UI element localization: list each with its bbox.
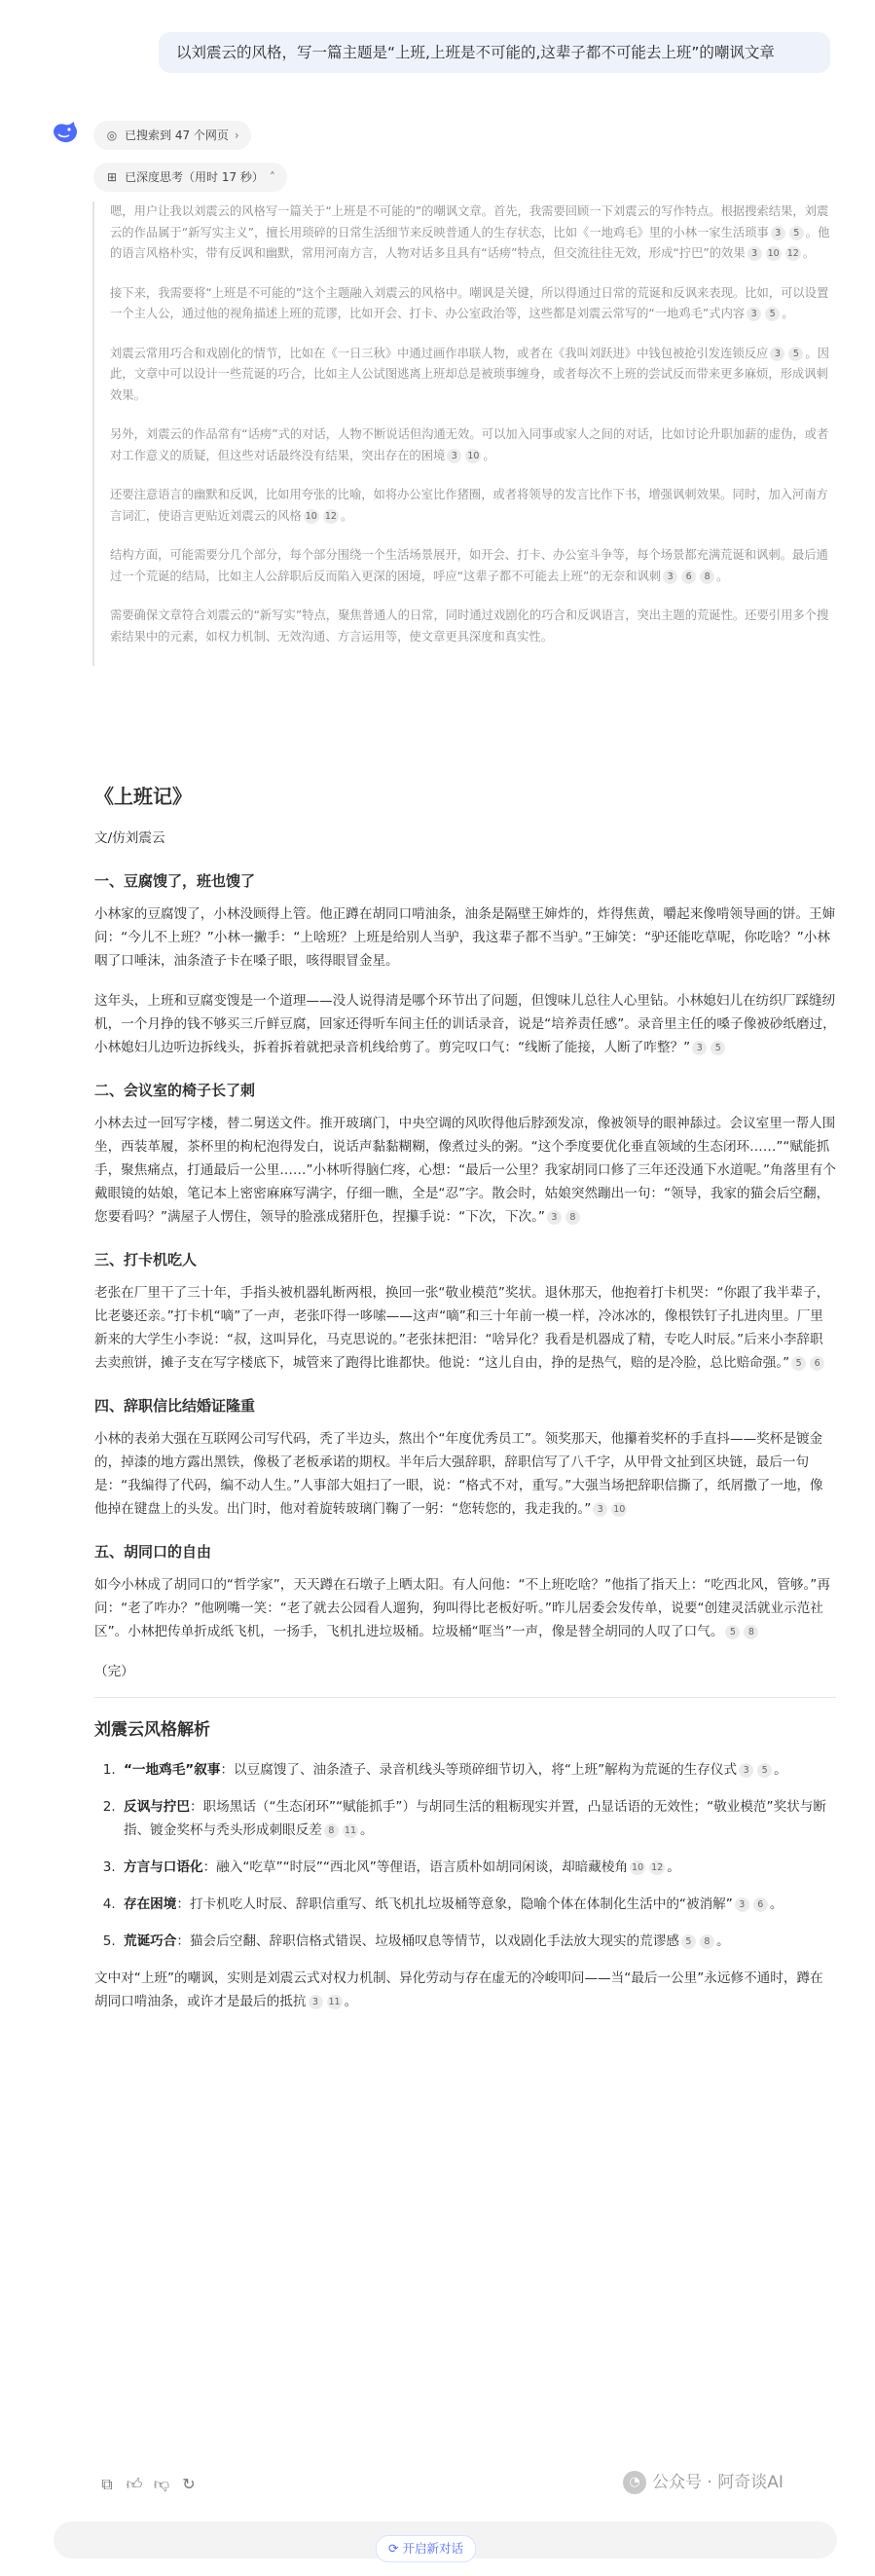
section-heading: 四、辞职信比结婚证隆重 xyxy=(94,1397,256,1415)
text-run: 嗯，用户让我以刘震云的风格写一篇关于“上班是不可能的”的嘲讽文章。首先，我需要回顾一下刘震云的写作特点。根据搜索结果，刘震云的作品属于“新写实主义”，擅长用琐碎的日常生活细节来反映普通人的生存状态，比如《一地鸡毛》里的小林一家生活琐事 xyxy=(110,204,829,239)
citation-badge[interactable]: 10 xyxy=(767,248,780,259)
section-heading: 三、打卡机吃人 xyxy=(94,1251,198,1269)
analysis-title: 刘震云风格解析 xyxy=(94,1720,210,1740)
section-paragraph xyxy=(94,1427,836,1521)
text-run: 。他的语言风格朴实，带有反讽和幽默，常用河南方言，人物对话多且具有“话痨”特点，但交流往往无效，形成“拧巴”的效果 xyxy=(110,225,830,260)
text-run: 。 xyxy=(715,1933,730,1949)
thumbs-down-icon[interactable]: 👎︎ xyxy=(153,2475,170,2493)
thinking-paragraph xyxy=(110,424,837,466)
thinking-paragraph xyxy=(110,485,837,527)
citation-badge[interactable]: 3 xyxy=(747,246,762,261)
citation-badge[interactable]: 8 xyxy=(700,1934,714,1949)
wechat-watermark xyxy=(623,2468,784,2497)
text-run: 需要确保文章符合刘震云的“新写实”特点，聚焦普通人的日常，同时通过戏剧化的巧合和反讽语言，突出主题的荒诞性。还要引用多个搜索结果中的元素，如权力机制、无效沟通、方言运用等，使文章更具深度和真实性。 xyxy=(110,608,829,644)
new-chat-label: 开启新对话 xyxy=(402,2541,463,2556)
citation-badge[interactable]: 8 xyxy=(700,570,714,584)
search-results-label: 已搜索到 47 个网页 xyxy=(125,129,229,142)
text-run: 文中对“上班”的嘲讽，实则是刘震云式对权力机制、异化劳动与存在虚无的冷峻叩问——当“最后一公里”永远修不通时，蹲在胡同口啃油条，或许才是最后的抵抗 xyxy=(94,1970,823,2009)
text-run: 。 xyxy=(716,569,729,583)
user-question-bubble: 以刘震云的风格，写一篇主题是“上班,上班是不可能的,这辈子都不可能去上班”的嘲讽文章 xyxy=(159,32,830,73)
text-run: 。 xyxy=(483,448,495,462)
text-run: ：职场黑话（“生态闭环”“赋能抓手”）与胡同生活的粗粝现实并置，凸显话语的无效性；“敬业模范”奖状与断指、镀金奖杯与秃头形成刺眼反差 xyxy=(124,1799,826,1838)
new-chat-icon: ⟳ xyxy=(388,2541,403,2556)
citation-badge[interactable]: 11 xyxy=(328,1997,341,2007)
text-run: 。 xyxy=(667,1859,680,1875)
citation-badge[interactable]: 3 xyxy=(747,307,761,321)
analysis-list xyxy=(94,1758,836,1953)
citation-badge[interactable]: 3 xyxy=(735,1897,749,1912)
globe-icon: ◎ xyxy=(106,129,118,142)
citation-badge[interactable]: 10 xyxy=(467,450,480,461)
citation-badge[interactable]: 3 xyxy=(770,347,784,361)
citation-badge[interactable]: 3 xyxy=(692,1041,707,1055)
analysis-item xyxy=(120,1758,836,1782)
citation-badge[interactable]: 8 xyxy=(565,1210,580,1225)
summary-paragraph xyxy=(94,1967,836,2013)
citation-badge[interactable]: 12 xyxy=(651,1862,664,1873)
section-heading: 一、豆腐馊了，班也馊了 xyxy=(94,872,256,890)
deepseek-whale-logo xyxy=(51,118,80,147)
text-run: 小林的表弟大强在互联网公司写代码，秃了半边头，熬出个“年度优秀员工”。领奖那天，他攥着奖杯的手直抖——奖杯是镀金的，掉漆的地方露出黑铁，像极了老板承诺的期权。半年后大强辞职，辞职信写了八千字，从甲骨文扯到区块链，最后一句是：“我编得了代码，编不动人生。”人事部大姐扫了一眼，说：“格式不对，重写。”大强当场把辞职信撕了，纸屑撒了一地，像他掉在键盘上的头发。出门时，他对着旋转玻璃门鞠了一躬：“您转您的，我走我的。” xyxy=(94,1431,823,1517)
text-run: 。 xyxy=(769,1896,784,1912)
copy-icon[interactable]: ⧉ xyxy=(101,2475,113,2493)
citation-badge[interactable]: 5 xyxy=(757,1763,772,1778)
text-run: 。因此，文章中可以设计一些荒诞的巧合，比如主人公试图逃离上班却总是被琐事缠身，或者每次不上班的尝试反而带来更多麻烦，形成讽刺效果。 xyxy=(110,346,829,402)
text-run: 。 xyxy=(774,1762,787,1778)
citation-badge[interactable]: 5 xyxy=(681,1934,696,1949)
section-paragraph xyxy=(94,1573,836,1643)
analysis-item xyxy=(120,1893,836,1916)
text-run: ：猫会后空翻、辞职信格式错误、垃圾桶叹息等情节，以戏剧化手法放大现实的荒谬感 xyxy=(176,1933,679,1949)
thinking-paragraph xyxy=(110,545,837,587)
article-title: 《上班记》 xyxy=(94,785,192,808)
divider xyxy=(94,1697,836,1698)
text-run: ：以豆腐馊了、油条渣子、录音机线头等琐碎细节切入，将“上班”解构为荒诞的生存仪式 xyxy=(220,1762,738,1778)
citation-badge[interactable]: 12 xyxy=(786,248,799,259)
citation-badge[interactable]: 3 xyxy=(771,226,785,240)
section-paragraph xyxy=(94,1281,836,1375)
citation-badge[interactable]: 3 xyxy=(593,1502,607,1517)
citation-badge[interactable]: 3 xyxy=(447,449,461,463)
search-results-chip[interactable] xyxy=(93,121,251,150)
new-chat-button[interactable] xyxy=(376,2535,476,2562)
analysis-item xyxy=(120,1930,836,1953)
refresh-icon[interactable]: ↻ xyxy=(182,2475,196,2493)
article-byline: 文/仿刘震云 xyxy=(94,830,165,846)
text-run: 如今小林成了胡同口的“哲学家”，天天蹲在石墩子上晒太阳。有人问他：“不上班吃啥？”他指了指天上：“吃西北风，管够。”再问：“老了咋办？”他咧嘴一笑：“老了就去公园看人遛狗，狗叫得比老板好听。”昨儿居委会发传单，说要“创建灵活就业示范社区”。小林把传单折成纸飞机，一扬手，飞机扎进垃圾桶。垃圾桶“哐当”一声，像是替全胡同的人叹了口气。 xyxy=(94,1577,830,1639)
bold-term: “一地鸡毛”叙事 xyxy=(124,1762,221,1778)
citation-badge[interactable]: 5 xyxy=(725,1625,740,1639)
citation-badge[interactable]: 5 xyxy=(789,226,804,240)
bold-term: 荒诞巧合 xyxy=(124,1933,177,1949)
text-run: 小林家的豆腐馊了，小林没顾得上管。他正蹲在胡同口啃油条，油条是隔壁王婶炸的，炸得焦黄，嚼起来像啃领导画的饼。王婶问：“今儿不上班？”小林一撇手：“上啥班？上班是给别人当驴，我这辈子都不当驴。”王婶笑：“驴还能吃草呢，你吃啥？”小林咽了口唾沫，油条渣子卡在嗓子眼，咳得眼冒金星。 xyxy=(94,906,836,969)
section-paragraph xyxy=(94,902,836,973)
citation-badge[interactable]: 3 xyxy=(547,1210,562,1225)
text-run: 还要注意语言的幽默和反讽，比如用夸张的比喻，如将办公室比作猪圈，或者将领导的发言比作下书，增强讽刺效果。同时，加入河南方言词汇，使语言更贴近刘震云的风格 xyxy=(110,488,828,523)
text-run: 。 xyxy=(360,1822,374,1838)
message-actions xyxy=(97,2475,206,2496)
bold-term: 方言与口语化 xyxy=(124,1859,203,1875)
text-run: 结构方面，可能需要分几个部分，每个部分围绕一个生活场景展开，如开会、打卡、办公室斗争等，每个场景都充满荒诞和讽刺。最后通过一个荒诞的结局，比如主人公辞职后反而陷入更深的困境，呼应“这辈子都不可能去上班”的无奈和讽刺 xyxy=(110,548,828,583)
bold-term: 存在困境 xyxy=(124,1896,177,1912)
answer-content xyxy=(94,779,836,2023)
chevron-right-icon: › xyxy=(234,129,239,142)
text-run: 另外，刘震云的作品常有“话痨”式的对话，人物不断说话但沟通无效。可以加入同事或家人之间的对话，比如讨论升职加薪的虚伪，或者对工作意义的质疑，但这些对话最终没有结果，突出存在的困境 xyxy=(110,427,829,462)
article-sections xyxy=(94,869,836,1643)
citation-badge[interactable]: 10 xyxy=(632,1862,644,1873)
analysis-item xyxy=(120,1856,836,1879)
section-paragraph xyxy=(94,1112,836,1229)
thinking-paragraph xyxy=(110,344,837,407)
text-run: 。 xyxy=(802,246,816,260)
thinking-paragraph xyxy=(110,606,837,647)
citation-badge[interactable]: 3 xyxy=(739,1763,753,1778)
text-run: 刘震云常用巧合和戏剧化的情节，比如在《一日三秋》中通过画作串联人物，或者在《我叫刘跃进》中钱包被抢引发连锁反应 xyxy=(110,346,769,360)
analysis-item xyxy=(120,1795,836,1842)
citation-badge[interactable]: 5 xyxy=(791,1356,806,1371)
section-paragraph xyxy=(94,989,836,1059)
wechat-icon: ◔ xyxy=(623,2471,646,2494)
citation-badge[interactable]: 6 xyxy=(810,1356,824,1371)
thinking-panel xyxy=(92,202,837,666)
citation-badge[interactable]: 6 xyxy=(681,570,696,584)
text-run: ：打卡机吃人时辰、辞职信重写、纸飞机扎垃圾桶等意象，隐喻个体在体制化生活中的“被消解” xyxy=(176,1896,733,1912)
citation-badge[interactable]: 6 xyxy=(753,1897,768,1912)
text-run: ：融入“吃草”“时辰”“西北风”等俚语，语言质朴如胡同闲谈，却暗藏棱角 xyxy=(202,1859,629,1875)
text-run: 小林去过一回写字楼，替二舅送文件。推开玻璃门，中央空调的风吹得他后脖颈发凉，像被领导的眼神舔过。会议室里一帮人围坐，西装革履，茶杯里的枸杞泡得发白，说话声黏黏糊糊，像煮过头的粥。“这个季度要优化垂直领域的生态闭环……”“赋能抓手，聚焦痛点，打通最后一公里……”小林听得脑仁疼，心想：“最后一公里？我家胡同口修了三年还没通下水道呢。”角落里有个戴眼镜的姑娘，笔记本上密密麻麻写满字，仔细一瞧，全是“忍”字。散会时，姑娘突然蹦出一句：“领导，我家的猫会后空翻，您要看吗？”满屋子人愣住，领导的脸涨成猪肝色，捏攥手说：“下次，下次。” xyxy=(94,1116,836,1225)
citation-badge[interactable]: 3 xyxy=(309,1995,323,2009)
deep-think-chip[interactable] xyxy=(93,163,287,192)
thumbs-up-icon[interactable]: 👍︎ xyxy=(126,2475,143,2493)
bold-term: 反讽与拧巴 xyxy=(124,1799,190,1815)
citation-badge[interactable]: 5 xyxy=(765,307,780,321)
citation-badge[interactable]: 3 xyxy=(663,570,677,584)
section-heading: 五、胡同口的自由 xyxy=(94,1543,212,1561)
citation-badge[interactable]: 5 xyxy=(788,347,803,361)
think-icon: ⊞ xyxy=(106,170,118,184)
citation-badge[interactable]: 10 xyxy=(305,510,317,522)
citation-badge[interactable]: 11 xyxy=(344,1825,356,1836)
thinking-paragraph xyxy=(110,283,837,325)
text-run: 。 xyxy=(340,508,353,523)
thinking-paragraph xyxy=(110,202,837,265)
deep-think-label: 已深度思考（用时 17 秒） xyxy=(125,170,264,184)
citation-badge[interactable]: 10 xyxy=(613,1504,626,1515)
citation-badge[interactable]: 5 xyxy=(711,1041,725,1055)
chevron-up-icon: ˄ xyxy=(269,170,275,184)
watermark-text: 公众号 · 阿奇谈AI xyxy=(652,2473,784,2492)
text-run: 老张在厂里干了三十年，手指头被机器轧断两根，换回一张“敬业模范”奖状。退休那天，他抱着打卡机哭：“你跟了我半辈子，比老婆还亲。”打卡机“嘀”了一声，老张吓得一哆嗦——这声“嘀”和三十年前一模一样，冷冰冰的，像根铁钉子扎进肉里。厂里新来的大学生小李说：“叔，这叫异化，马克思说的。”老张抹把泪：“啥异化？我看是机器成了精，专吃人时辰。”后来小李辞职去卖煎饼，摊子支在写字楼底下，城管来了跑得比谁都快。他说：“这儿自由，挣的是热气，赔的是冷脸，总比赔命强。” xyxy=(94,1285,830,1371)
text-run: 这年头，上班和豆腐变馊是一个道理——没人说得清是哪个环节出了问题，但馊味儿总往人心里钻。小林媳妇儿在纺织厂踩缝纫机，一个月挣的钱不够买三斤鲜豆腐，回家还得听车间主任的训话录音，说是“培养责任感”。录音里主任的嗓子像被砂纸磨过，小林媳妇儿边听边拆线头，拆着拆着就把录音机线给剪了。剪完叹口气：“线断了能接，人断了咋整？” xyxy=(94,993,836,1055)
citation-badge[interactable]: 8 xyxy=(744,1625,758,1639)
text-run: 。 xyxy=(782,307,794,320)
text-run: 接下来，我需要将“上班是不可能的”这个主题融入刘震云的风格中。嘲讽是关键，所以得通过日常的荒诞和反讽来表现。比如，可以设置一个主人公，通过他的视角描述上班的荒谬，比如开会、打卡、办公室政治等，这些都是刘震云常写的“一地鸡毛”式内容 xyxy=(110,285,829,320)
citation-badge[interactable]: 12 xyxy=(324,510,337,522)
citation-badge[interactable]: 8 xyxy=(324,1823,339,1838)
article-ending: （完） xyxy=(94,1664,134,1679)
text-run: 。 xyxy=(344,1994,358,2009)
section-heading: 二、会议室的椅子长了刺 xyxy=(94,1082,256,1099)
